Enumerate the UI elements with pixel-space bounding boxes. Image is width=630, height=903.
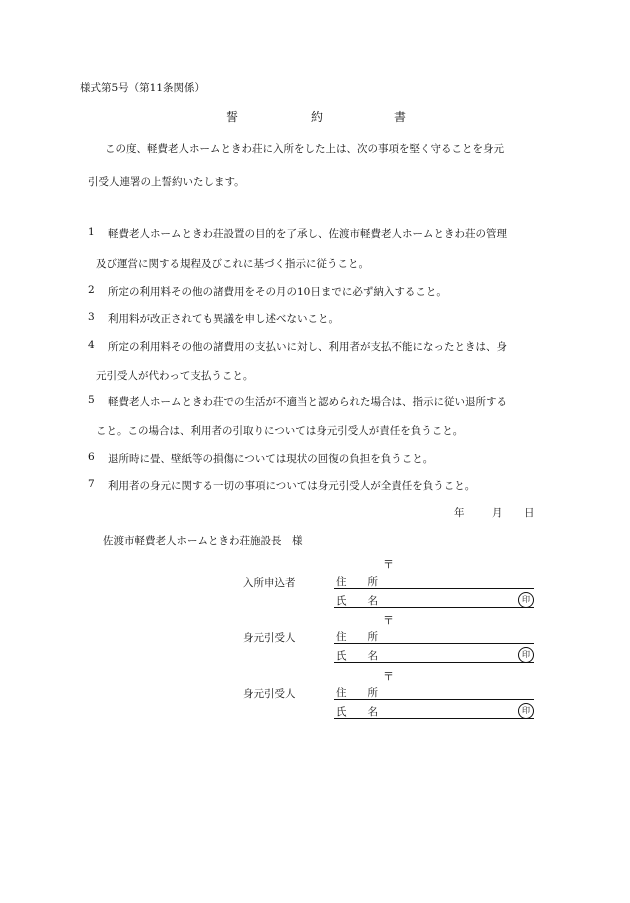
item-number: 2 xyxy=(88,284,95,296)
address-field[interactable] xyxy=(334,685,534,700)
name-field[interactable] xyxy=(334,704,534,719)
item-number: 5 xyxy=(88,394,95,406)
item-text: 利用料が改正されても異議を申し述べないこと。 xyxy=(108,313,339,325)
address-label: 住 所 xyxy=(336,631,378,643)
item-number: 1 xyxy=(88,226,95,238)
item-text: 軽費老人ホームときわ荘設置の目的を了承し、佐渡市軽費老人ホームときわ荘の管理 xyxy=(108,228,507,240)
postal-mark: 〒 xyxy=(383,614,394,627)
address-field[interactable] xyxy=(334,629,534,644)
date-day-label: 日 xyxy=(524,507,535,519)
title-char-2: 約 xyxy=(311,110,324,124)
seal-mark: 印 xyxy=(518,592,534,608)
item-continuation: こと。この場合は、利用者の引取りについては身元引受人が責任を負うこと。 xyxy=(96,425,464,437)
address-field[interactable] xyxy=(334,574,534,589)
party-role-label: 身元引受人 xyxy=(243,632,296,644)
intro-line-1: この度、軽費老人ホームときわ荘に入所をした上は、次の事項を堅く守ることを身元 xyxy=(105,143,504,155)
title-char-3: 書 xyxy=(394,110,407,124)
item-text: 利用者の身元に関する一切の事項については身元引受人が全責任を負うこと。 xyxy=(108,480,476,492)
postal-mark: 〒 xyxy=(383,558,394,571)
postal-mark: 〒 xyxy=(383,670,394,683)
seal-mark: 印 xyxy=(518,703,534,719)
name-label: 氏 名 xyxy=(336,595,378,607)
item-text: 所定の利用料その他の諸費用をその月の10日までに必ず納入すること。 xyxy=(108,286,447,298)
addressee-line: 佐渡市軽費老人ホームときわ荘施設長 様 xyxy=(103,535,303,547)
name-field[interactable] xyxy=(334,593,534,608)
item-continuation: 及び運営に関する規程及びこれに基づく指示に従うこと。 xyxy=(96,258,369,270)
item-number: 6 xyxy=(88,451,95,463)
address-label: 住 所 xyxy=(336,576,378,588)
date-month-label: 月 xyxy=(492,507,503,519)
title-char-1: 誓 xyxy=(226,110,239,124)
item-continuation: 元引受人が代わって支払うこと。 xyxy=(96,370,254,382)
intro-line-2: 引受人連署の上誓約いたします。 xyxy=(88,176,245,188)
party-role-label: 身元引受人 xyxy=(243,688,296,700)
name-field[interactable] xyxy=(334,648,534,663)
address-label: 住 所 xyxy=(336,687,378,699)
item-number: 7 xyxy=(88,478,95,490)
date-year-label: 年 xyxy=(454,507,465,519)
name-label: 氏 名 xyxy=(336,706,378,718)
item-text: 軽費老人ホームときわ荘での生活が不適当と認められた場合は、指示に従い退所する xyxy=(108,396,507,408)
item-number: 3 xyxy=(88,311,95,323)
item-text: 所定の利用料その他の諸費用の支払いに対し、利用者が支払不能になったときは、身 xyxy=(108,341,507,353)
form-number-label: 様式第5号（第11条関係） xyxy=(80,82,206,94)
seal-mark: 印 xyxy=(518,647,534,663)
party-role-label: 入所申込者 xyxy=(243,577,296,589)
item-number: 4 xyxy=(88,339,95,351)
name-label: 氏 名 xyxy=(336,650,378,662)
item-text: 退所時に畳、壁紙等の損傷については現状の回復の負担を負うこと。 xyxy=(108,453,434,465)
